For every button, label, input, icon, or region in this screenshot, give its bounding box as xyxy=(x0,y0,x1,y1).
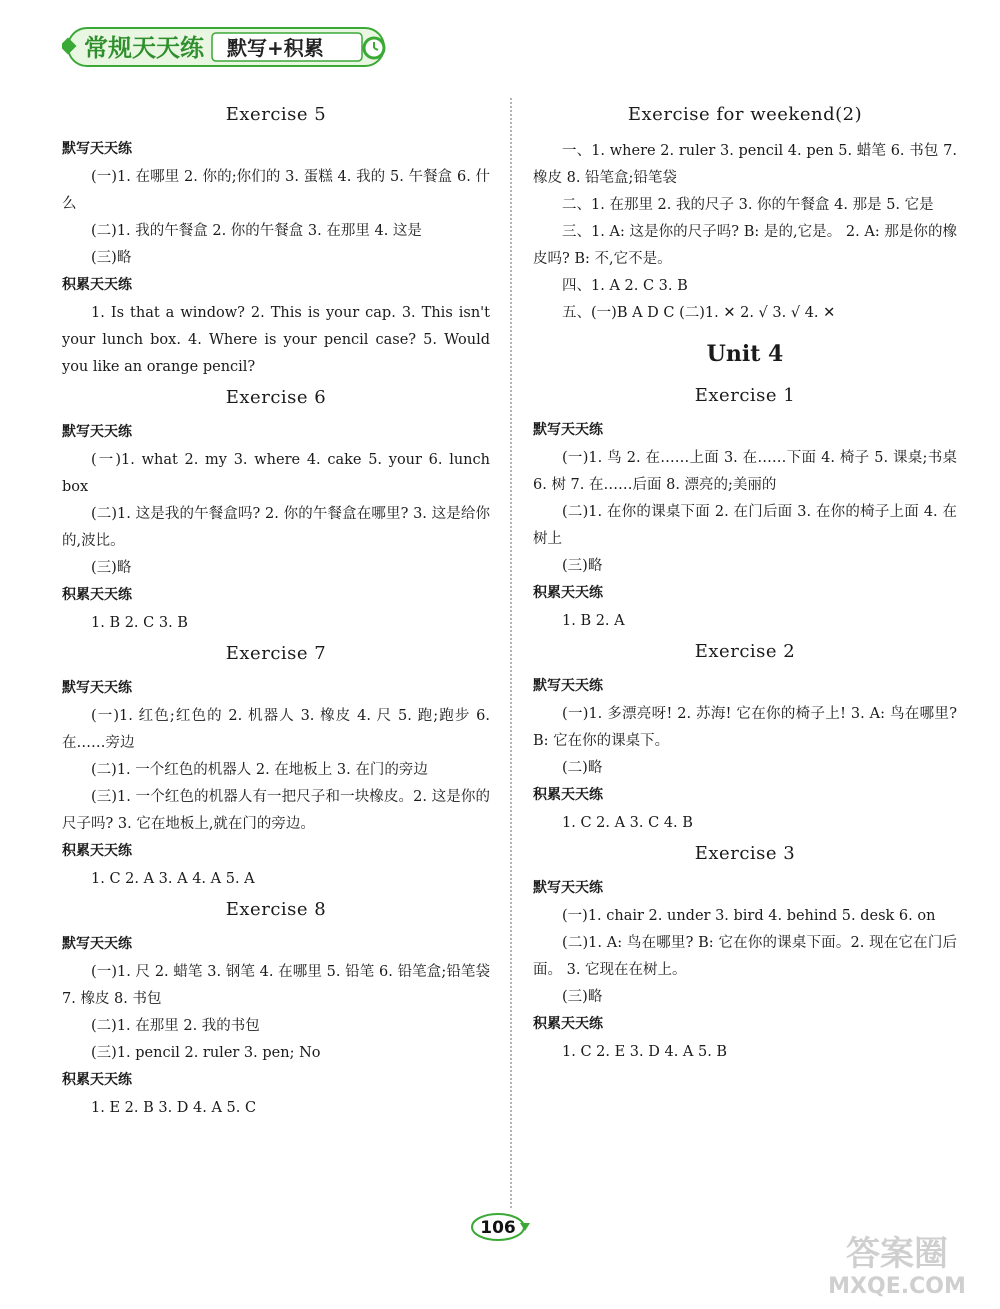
exercise-title: Exercise 6 xyxy=(225,387,327,408)
exercise-title: Exercise 3 xyxy=(694,843,796,864)
unit-title: Unit 4 xyxy=(706,341,784,367)
answer-line: (二)1. 一个红色的机器人 2. 在地板上 3. 在门的旁边 xyxy=(91,762,428,778)
answer-line: (二)1. 在那里 2. 我的书包 xyxy=(91,1018,260,1034)
answer-line: (三)略 xyxy=(562,558,603,574)
watermark-logo xyxy=(812,1227,982,1299)
exercise-title: Exercise 1 xyxy=(694,385,796,406)
answer-line: (一)1. chair 2. under 3. bird 4. behind 5. desk 6. on xyxy=(562,908,936,924)
left-column xyxy=(62,98,490,1122)
answer-line: (三)1. 一个红色的机器人有一把尺子和一块橡皮。2. 这是你的尺子吗? 3. 它在地板上,就在门的旁边。 xyxy=(62,789,490,832)
exercise-5 xyxy=(62,104,490,381)
page-number-badge xyxy=(468,1212,532,1242)
answer-line: 1. B 2. C 3. B xyxy=(91,615,188,631)
answer-line: 三、1. A: 这是你的尺子吗? B: 是的,它是。 2. A: 那是你的橡皮吗? B: 不,它不是。 xyxy=(533,224,957,267)
section-heading: 默写天天练 xyxy=(533,880,603,896)
answer-line: (二)1. A: 鸟在哪里? B: 它在你的课桌下面。2. 现在它在门后面。 3. 它现在在树上。 xyxy=(533,935,957,978)
section-heading: 积累天天练 xyxy=(533,1016,603,1032)
clock-icon xyxy=(364,38,384,58)
section-heading: 默写天天练 xyxy=(62,424,132,440)
section-heading: 默写天天练 xyxy=(533,678,603,694)
answer-line: (二)1. 我的午餐盒 2. 你的午餐盒 3. 在那里 4. 这是 xyxy=(91,223,422,239)
answer-line: 二、1. 在那里 2. 我的尺子 3. 你的午餐盒 4. 那是 5. 它是 xyxy=(562,197,934,213)
answer-line: (三)略 xyxy=(91,560,132,576)
exercise-7 xyxy=(62,643,490,893)
unit4-exercise-1 xyxy=(533,385,957,635)
section-heading: 默写天天练 xyxy=(62,680,132,696)
right-column xyxy=(533,98,957,1066)
section-heading: 积累天天练 xyxy=(62,1072,132,1088)
answer-line: (一)1. what 2. my 3. where 4. cake 5. your 6. lunch box xyxy=(62,452,490,495)
header-subtitle: 默写+积累 xyxy=(227,36,324,60)
answer-line: (一)1. 多漂亮呀! 2. 苏海! 它在你的椅子上! 3. A: 鸟在哪里? B: 它在你的课桌下。 xyxy=(533,706,957,749)
exercise-title: Exercise 5 xyxy=(225,104,327,125)
header-title: 常规天天练 xyxy=(84,34,204,62)
header-banner xyxy=(62,20,392,74)
answer-line: 1. C 2. A 3. A 4. A 5. A xyxy=(91,871,255,887)
section-heading: 积累天天练 xyxy=(533,585,603,601)
watermark-sub: MXQE.COM xyxy=(828,1274,966,1299)
section-heading: 积累天天练 xyxy=(62,843,132,859)
section-heading: 默写天天练 xyxy=(533,422,603,438)
answer-line: 一、1. where 2. ruler 3. pencil 4. pen 5. 蜡笔 6. 书包 7. 橡皮 8. 铅笔盒;铅笔袋 xyxy=(533,143,957,186)
section-heading: 积累天天练 xyxy=(62,277,132,293)
answer-line: (一)1. 红色;红色的 2. 机器人 3. 橡皮 4. 尺 5. 跑;跑步 6. 在……旁边 xyxy=(62,708,490,751)
section-heading: 积累天天练 xyxy=(62,587,132,603)
unit4-exercise-2 xyxy=(533,641,957,837)
unit4-exercise-3 xyxy=(533,843,957,1066)
watermark-main: 答案圈 xyxy=(846,1234,948,1274)
answer-line: 1. C 2. A 3. C 4. B xyxy=(562,815,693,831)
answer-line: (一)1. 在哪里 2. 你的;你们的 3. 蛋糕 4. 我的 5. 午餐盒 6. 什么 xyxy=(62,169,490,212)
answer-line: 1. Is that a window? 2. This is your cap. 3. This isn't your lunch box. 4. Where is your pencil case? 5. Would you like an orange pencil? xyxy=(62,305,490,375)
answer-line: (二)1. 这是我的午餐盒吗? 2. 你的午餐盒在哪里? 3. 这是给你的,波比。 xyxy=(62,506,490,549)
answer-line: (二)略 xyxy=(562,760,603,776)
answer-line: 四、1. A 2. C 3. B xyxy=(562,278,688,294)
section-heading: 默写天天练 xyxy=(62,141,132,157)
answer-line: 1. B 2. A xyxy=(562,613,625,629)
answer-line: (一)1. 尺 2. 蜡笔 3. 钢笔 4. 在哪里 5. 铅笔 6. 铅笔盒;铅笔袋 7. 橡皮 8. 书包 xyxy=(62,964,490,1007)
exercise-title: Exercise 8 xyxy=(225,899,327,920)
answer-line: 1. C 2. E 3. D 4. A 5. B xyxy=(562,1044,728,1060)
exercise-title: Exercise 2 xyxy=(694,641,796,662)
exercise-weekend xyxy=(533,104,957,327)
answer-line: 五、(一)B A D C (二)1. ✕ 2. √ 3. √ 4. ✕ xyxy=(562,305,836,321)
answer-line: (二)1. 在你的课桌下面 2. 在门后面 3. 在你的椅子上面 4. 在树上 xyxy=(533,504,957,547)
answer-line: (三)略 xyxy=(562,989,603,1005)
page-number: 106 xyxy=(480,1218,516,1238)
answer-line: (三)1. pencil 2. ruler 3. pen; No xyxy=(91,1045,321,1061)
exercise-title: Exercise for weekend(2) xyxy=(627,104,863,125)
exercise-8 xyxy=(62,899,490,1122)
answer-line: (三)略 xyxy=(91,250,132,266)
exercise-title: Exercise 7 xyxy=(225,643,327,664)
column-divider xyxy=(510,98,512,1208)
answer-line: 1. E 2. B 3. D 4. A 5. C xyxy=(91,1100,257,1116)
section-heading: 默写天天练 xyxy=(62,936,132,952)
section-heading: 积累天天练 xyxy=(533,787,603,803)
exercise-6 xyxy=(62,387,490,637)
answer-line: (一)1. 鸟 2. 在……上面 3. 在……下面 4. 椅子 5. 课桌;书桌 6. 树 7. 在……后面 8. 漂亮的;美丽的 xyxy=(533,450,957,493)
